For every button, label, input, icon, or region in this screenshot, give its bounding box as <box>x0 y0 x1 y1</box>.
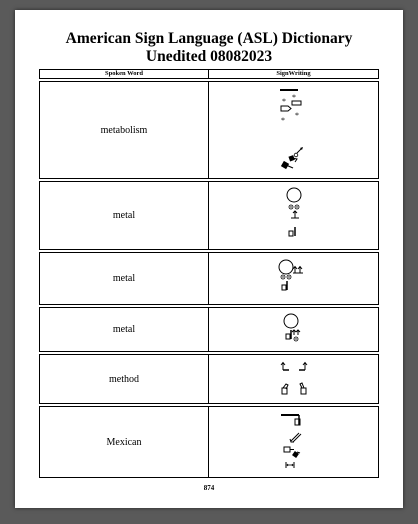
signwriting-cell <box>209 252 379 305</box>
spoken-word-cell: metal <box>39 307 209 352</box>
title-line-2: Unedited 08082023 <box>145 48 273 65</box>
table-row <box>39 181 379 250</box>
table-row <box>39 81 379 179</box>
column-header-spoken-word: Spoken Word <box>39 69 209 79</box>
page-number: 874 <box>203 484 215 492</box>
table-row <box>39 252 379 305</box>
column-header-signwriting: SignWriting <box>209 69 379 79</box>
spoken-word-cell: metal <box>39 181 209 250</box>
signwriting-symbol <box>269 257 319 301</box>
svg-text:*: * <box>294 111 299 120</box>
signwriting-symbol <box>269 357 319 401</box>
svg-text:*: * <box>281 97 286 106</box>
table-row <box>39 307 379 352</box>
spoken-word-cell: method <box>39 354 209 404</box>
spoken-word-cell: Mexican <box>39 406 209 478</box>
signwriting-cell <box>209 406 379 478</box>
signwriting-cell <box>209 354 379 404</box>
signwriting-cell <box>209 307 379 352</box>
signwriting-symbol <box>264 85 324 175</box>
signwriting-symbol <box>269 410 319 474</box>
signwriting-symbol <box>269 185 319 247</box>
spoken-word-cell: metabolism <box>39 81 209 179</box>
dictionary-table <box>39 67 379 480</box>
svg-text:*: * <box>280 116 285 125</box>
document-page <box>15 10 403 508</box>
title-line-1: American Sign Language (ASL) Dictionary <box>65 30 353 47</box>
signwriting-symbol <box>269 311 319 349</box>
table-row <box>39 406 379 478</box>
signwriting-cell <box>209 81 379 179</box>
signwriting-cell <box>209 181 379 250</box>
table-row <box>39 354 379 404</box>
table-header-row <box>39 69 379 79</box>
document-title <box>15 30 403 66</box>
spoken-word-cell: metal <box>39 252 209 305</box>
svg-text:*: * <box>291 93 296 102</box>
